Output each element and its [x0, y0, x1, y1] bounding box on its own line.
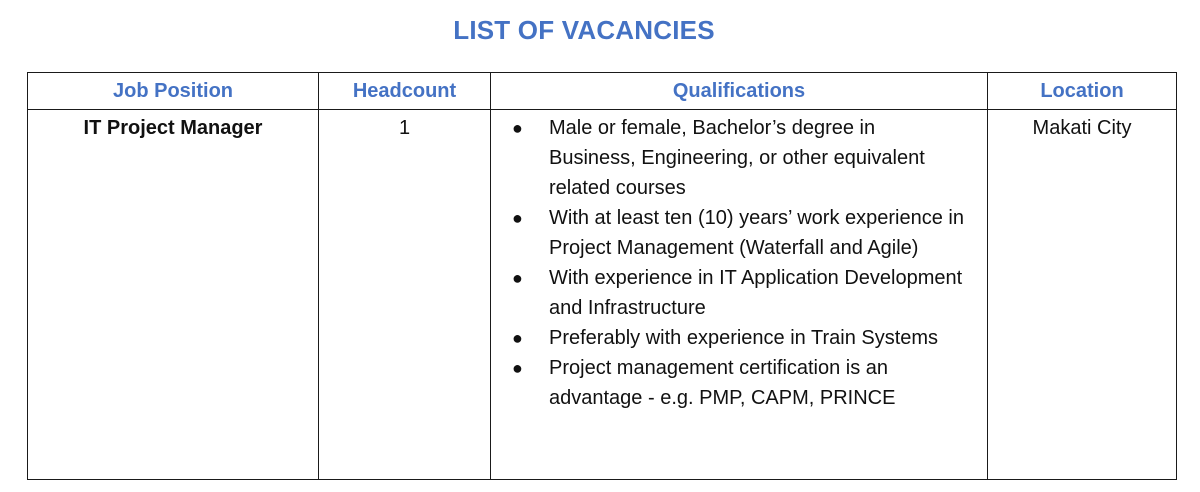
qualification-text: Male or female, Bachelor’s degree in Business, Engineering, or other equivalent related courses — [549, 117, 925, 199]
qualifications-list — [491, 113, 987, 413]
bullet-icon: ● — [512, 118, 523, 138]
table-header-row — [28, 73, 1177, 110]
table-row — [28, 110, 1177, 480]
bullet-icon: ● — [512, 268, 523, 288]
headcount-cell: 1 — [319, 110, 491, 480]
bullet-icon: ● — [512, 328, 523, 348]
vacancies-table — [27, 72, 1177, 480]
qualification-text: Preferably with experience in Train Systems — [549, 327, 939, 349]
header-job-position: Job Position — [28, 73, 319, 110]
qualification-item — [491, 203, 987, 263]
qualifications-cell — [491, 110, 988, 480]
qualification-text: With experience in IT Application Development and Infrastructure — [549, 267, 963, 319]
bullet-icon: ● — [512, 358, 523, 378]
page-title: LIST OF VACANCIES — [453, 15, 715, 45]
header-location: Location — [988, 73, 1177, 110]
qualification-item — [491, 263, 987, 323]
header-headcount: Headcount — [319, 73, 491, 110]
location-cell: Makati City — [988, 110, 1177, 480]
qualification-text: With at least ten (10) years’ work experience in Project Management (Waterfall and Agile) — [549, 207, 964, 259]
bullet-icon: ● — [512, 208, 523, 228]
job-position-cell: IT Project Manager — [28, 110, 319, 480]
qualification-text: Project management certification is an advantage - e.g. PMP, CAPM, PRINCE — [549, 357, 896, 409]
qualification-item — [491, 323, 987, 353]
header-qualifications: Qualifications — [491, 73, 988, 110]
qualification-item — [491, 113, 987, 203]
qualification-item — [491, 353, 987, 413]
